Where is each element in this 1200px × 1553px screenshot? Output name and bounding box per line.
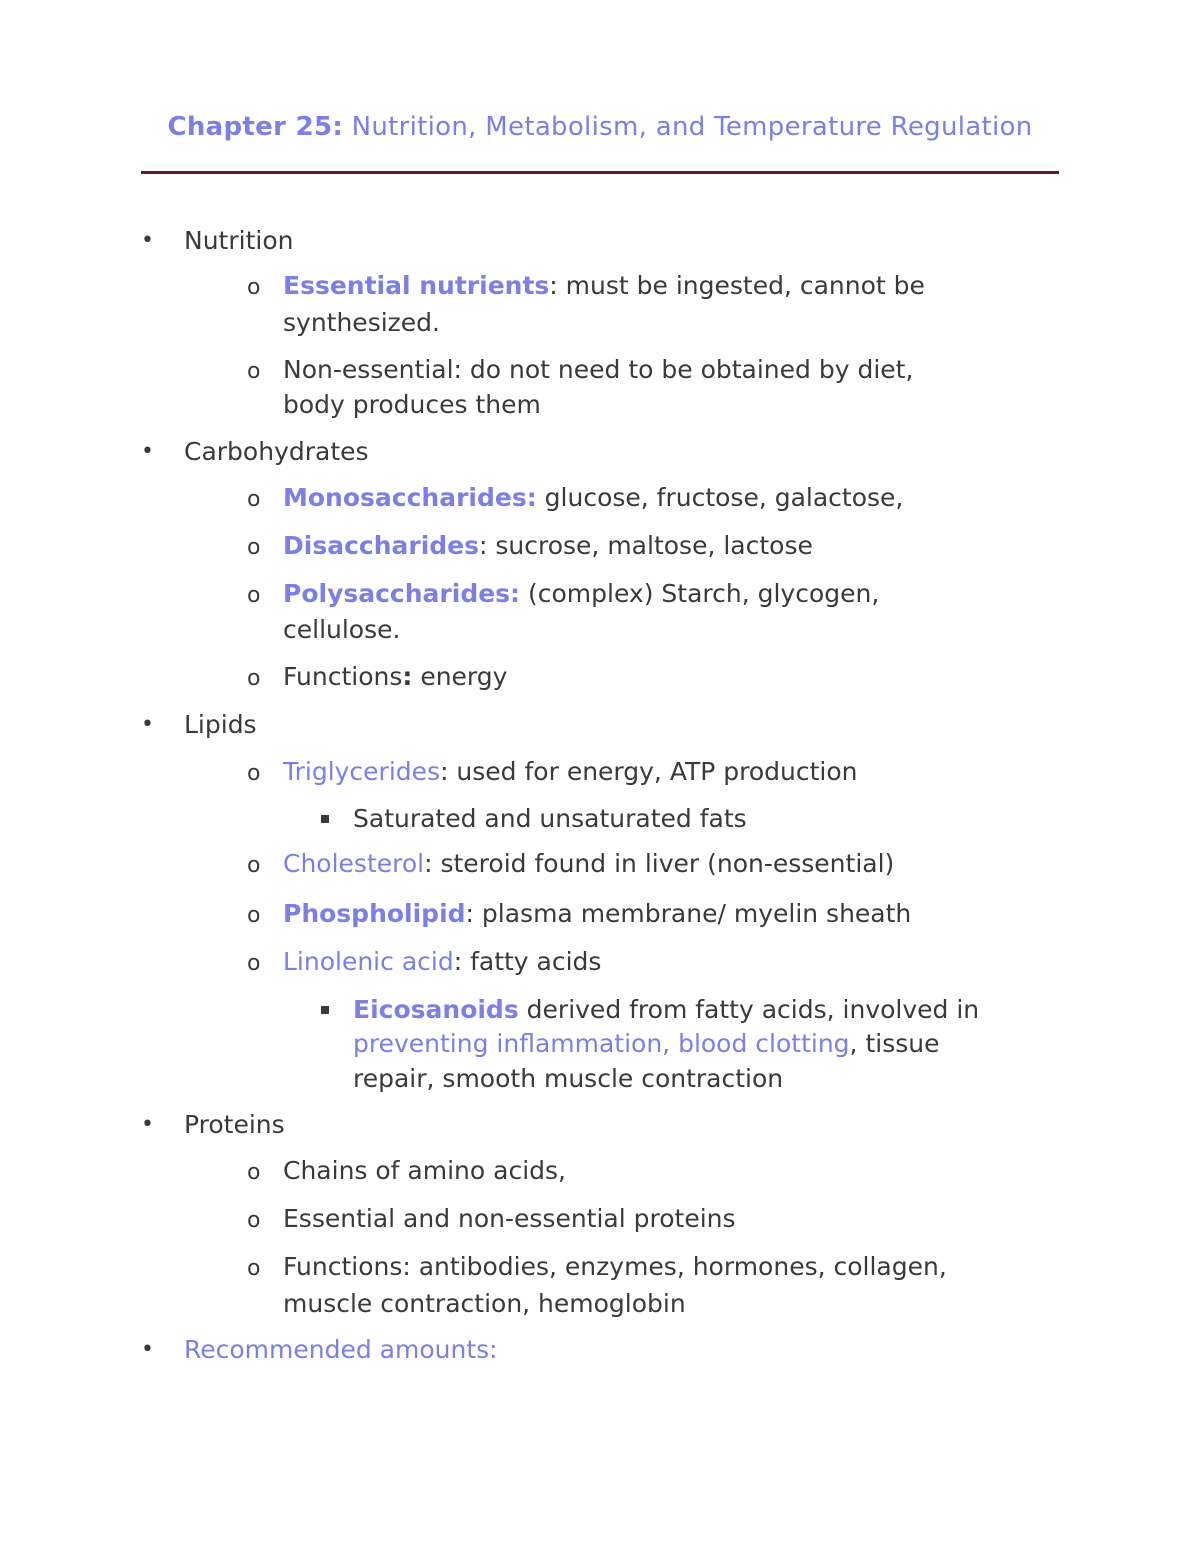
item-continuation xyxy=(353,1026,939,1062)
square-bullet-icon xyxy=(321,815,329,823)
chapter-title: Nutrition, Metabolism, and Temperature Regulation xyxy=(343,112,1033,142)
bullet-recommended: • xyxy=(141,1337,154,1362)
item-continuation: synthesized. xyxy=(283,308,440,337)
item-phospholipid xyxy=(283,896,911,932)
item-continuation: muscle contraction, hemoglobin xyxy=(283,1289,686,1318)
item-disaccharides xyxy=(283,528,813,564)
term-phospholipid: Phospholipid xyxy=(283,899,466,928)
item-essential-proteins: Essential and non-essential proteins xyxy=(283,1204,736,1233)
sub-bullet: o xyxy=(247,951,261,976)
term-triglycerides: Triglycerides xyxy=(283,757,441,786)
sub-bullet: o xyxy=(247,903,261,928)
sub-bullet: o xyxy=(247,359,261,384)
heading-nutrition: Nutrition xyxy=(184,226,294,255)
heading-recommended-amounts: Recommended amounts: xyxy=(184,1335,498,1364)
item-text: derived from fatty acids, involved in xyxy=(518,995,980,1024)
heading-proteins: Proteins xyxy=(184,1110,285,1139)
sub-bullet: o xyxy=(247,487,261,512)
item-nonessential: Non-essential: do not need to be obtained by diet, xyxy=(283,355,914,384)
item-text: (complex) Starch, glycogen, xyxy=(520,579,880,608)
item-linolenic-acid xyxy=(283,944,601,980)
term-cholesterol: Cholesterol xyxy=(283,849,425,878)
sub-bullet: o xyxy=(247,1160,261,1185)
bullet-lipids: • xyxy=(141,712,154,737)
sub-bullet: o xyxy=(247,1208,261,1233)
subitem-fats: Saturated and unsaturated fats xyxy=(353,804,747,833)
item-text: Functions xyxy=(283,662,403,691)
item-amino-acids: Chains of amino acids, xyxy=(283,1156,566,1185)
sub-bullet: o xyxy=(247,853,261,878)
item-text: glucose, fructose, galactose, xyxy=(536,483,904,512)
item-text: : plasma membrane/ myelin sheath xyxy=(465,899,912,928)
sub-bullet: o xyxy=(247,275,261,300)
item-monosaccharides xyxy=(283,480,903,516)
square-bullet-icon xyxy=(321,1006,329,1014)
term-eicosanoids: Eicosanoids xyxy=(353,995,519,1024)
term-essential-nutrients: Essential nutrients xyxy=(283,271,550,300)
sub-bullet: o xyxy=(247,761,261,786)
heading-carbohydrates: Carbohydrates xyxy=(184,437,369,466)
term-disaccharides: Disaccharides xyxy=(283,531,480,560)
item-text: : steroid found in liver (non-essential) xyxy=(424,849,895,878)
item-continuation: repair, smooth muscle contraction xyxy=(353,1064,784,1093)
item-cholesterol xyxy=(283,846,894,882)
sub-bullet: o xyxy=(247,583,261,608)
item-triglycerides xyxy=(283,754,858,790)
sub-bullet: o xyxy=(247,1256,261,1281)
title-underline xyxy=(141,171,1059,174)
bullet-proteins: • xyxy=(141,1112,154,1137)
page-title xyxy=(0,112,1200,142)
term-polysaccharides: Polysaccharides: xyxy=(283,579,521,608)
item-essential-nutrients xyxy=(283,268,925,304)
item-text: , tissue xyxy=(849,1029,940,1058)
bullet-carbohydrates: • xyxy=(141,439,154,464)
sub-bullet: o xyxy=(247,535,261,560)
item-text: : must be ingested, cannot be xyxy=(549,271,925,300)
heading-lipids: Lipids xyxy=(184,710,257,739)
item-continuation: cellulose. xyxy=(283,615,401,644)
term-monosaccharides: Monosaccharides: xyxy=(283,483,537,512)
item-text: : used for energy, ATP production xyxy=(440,757,858,786)
highlight-text: preventing inflammation, blood clotting xyxy=(353,1029,850,1058)
bullet-nutrition: • xyxy=(141,228,154,253)
item-text: energy xyxy=(412,662,508,691)
sub-bullet: o xyxy=(247,666,261,691)
item-text: : fatty acids xyxy=(453,947,602,976)
item-colon: : xyxy=(402,662,413,691)
item-carb-functions xyxy=(283,659,507,695)
item-protein-functions: Functions: antibodies, enzymes, hormones, collagen, xyxy=(283,1252,947,1281)
item-text: : sucrose, maltose, lactose xyxy=(479,531,813,560)
item-polysaccharides xyxy=(283,576,879,612)
subitem-eicosanoids xyxy=(353,992,979,1028)
term-linolenic-acid: Linolenic acid xyxy=(283,947,454,976)
item-continuation: body produces them xyxy=(283,390,541,419)
chapter-number: Chapter 25: xyxy=(167,112,344,142)
